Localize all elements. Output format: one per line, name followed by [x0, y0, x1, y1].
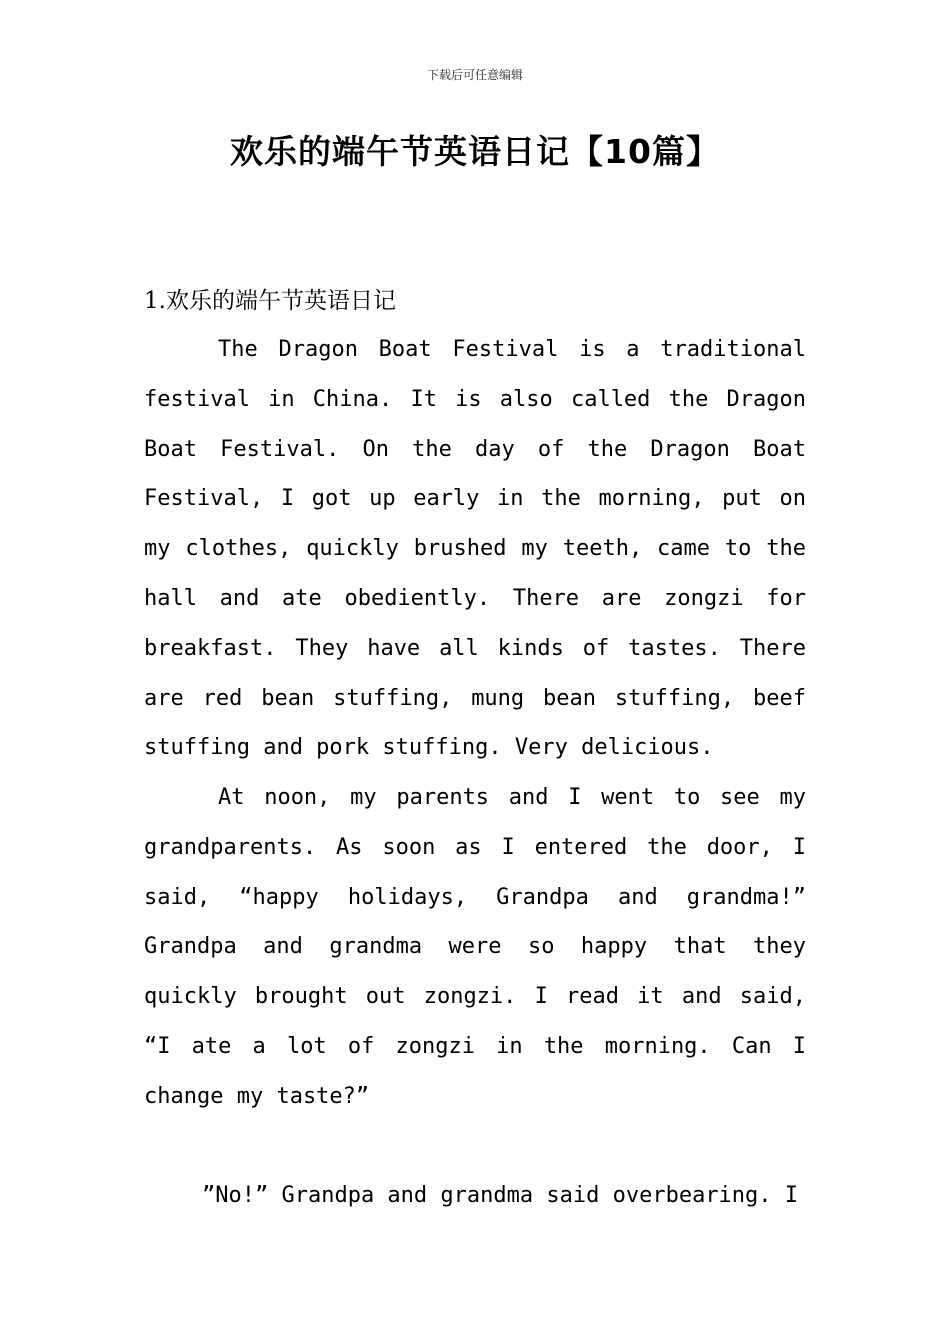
document-title: 欢乐的端午节英语日记【10篇】	[230, 132, 720, 171]
section-heading: 1.欢乐的端午节英语日记	[144, 288, 396, 314]
paragraph-3: ”No!” Grandpa and grandma said overbearing. I	[202, 1183, 799, 1208]
paragraph-2: At noon, my parents and I went to see my grandparents. As soon as I entered the door, I said, “happy holidays, Grandpa and grandma!” Grandpa and grandma were so happy that they quickly brought out zongzi. I read it and said, “I ate a lot of zongzi in the morning. Can I change my taste?”	[144, 785, 806, 1109]
download-note: 下载后可任意编辑	[426, 68, 523, 82]
paragraph-1: The Dragon Boat Festival is a traditional festival in China. It is also called the Dragon Boat Festival. On the day of the Dragon Boat Festival, I got up early in the morning, put on my clothes, quickly brushed my teeth, came to the hall and ate obediently. There are zongzi for breakfast. They have all kinds of tastes. There are red bean stuffing, mung bean stuffing, beef stuffing and pork stuffing. Very delicious.	[144, 337, 806, 761]
